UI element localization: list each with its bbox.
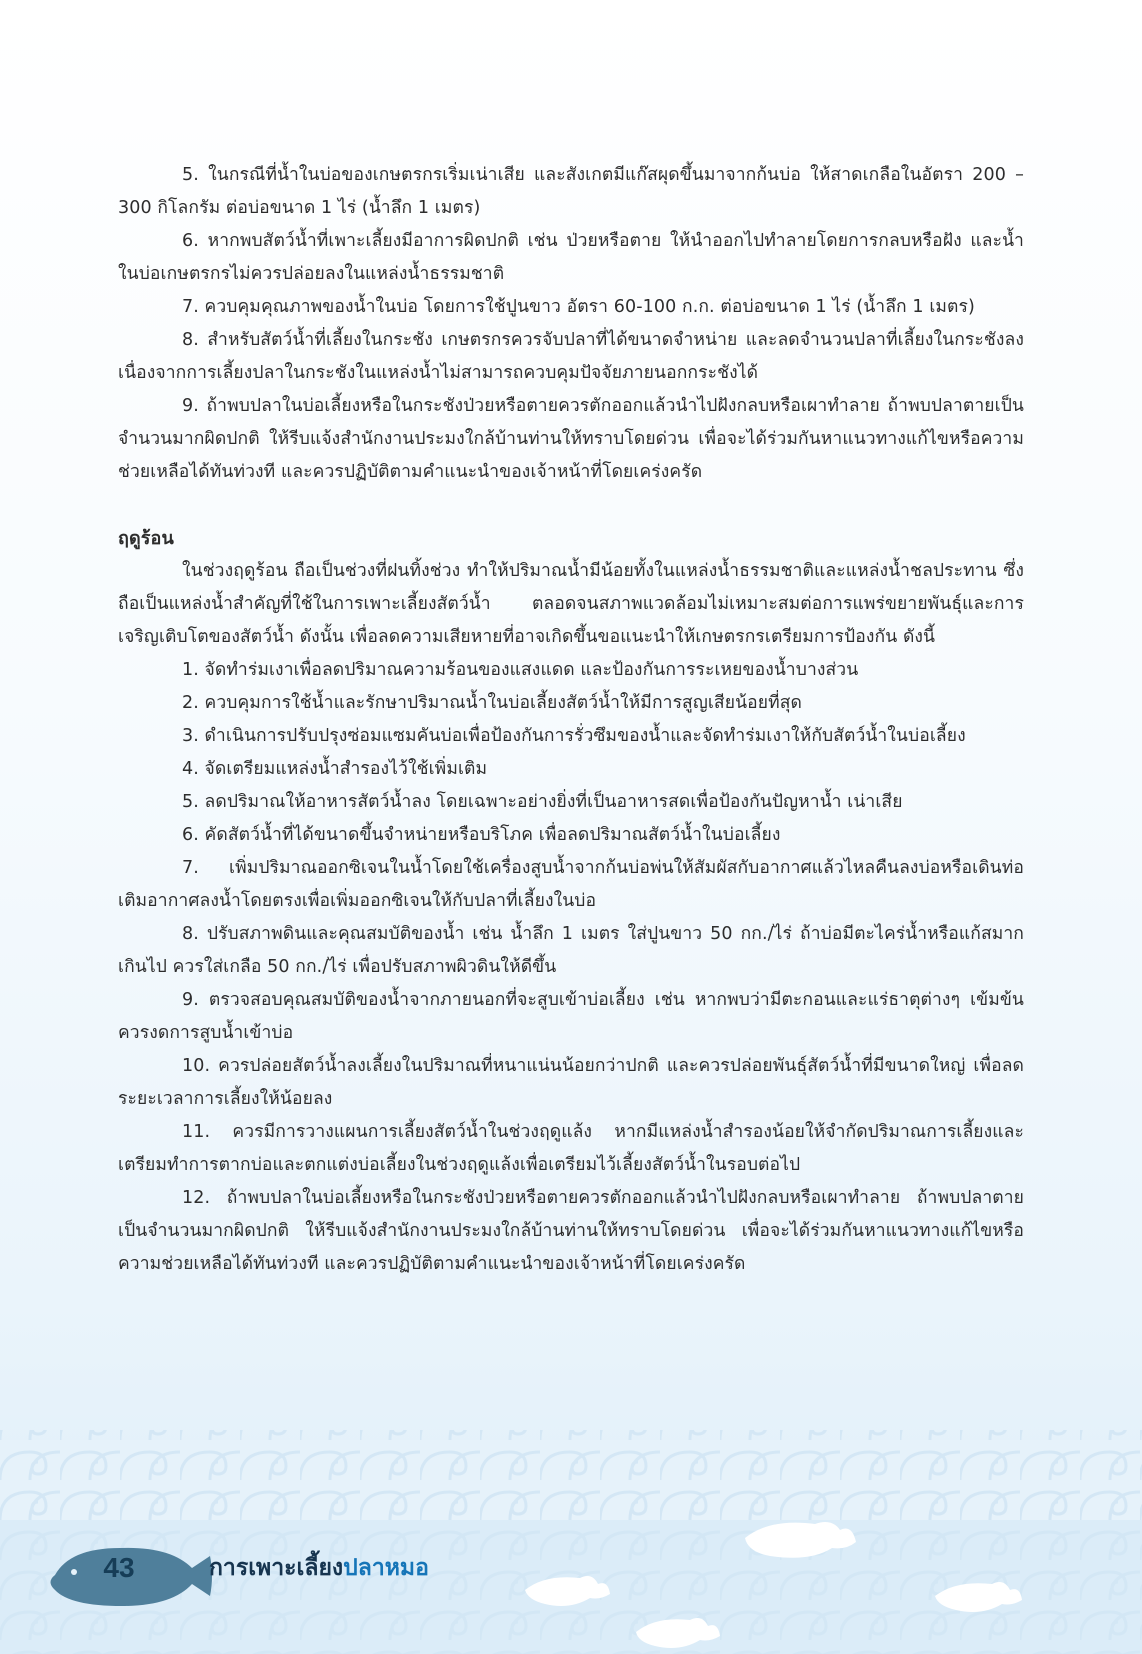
- hot-season-item-4: 4. จัดเตรียมแหล่งน้ำสำรองไว้ใช้เพิ่มเติม: [182, 759, 488, 779]
- hot-season-item-2: 2. ควบคุมการใช้น้ำและรักษาปริมาณน้ำในบ่อเลี้ยงสัตว์น้ำให้มีการสูญเสียน้อยที่สุด: [182, 693, 802, 713]
- hot-season-item-3: 3. ดำเนินการปรับปรุงซ่อมแซมคันบ่อเพื่อป้องกันการรั่วซึมของน้ำและจัดทำร่มเงาให้กับสัตว์น้ำในบ่อเลี้ยง: [182, 726, 966, 746]
- book-title-part1: การเพาะเลี้ยง: [209, 1555, 344, 1581]
- hot-season-item-5: 5. ลดปริมาณให้อาหารสัตว์น้ำลง โดยเฉพาะอย่างยิ่งที่เป็นอาหารสดเพื่อป้องกันปัญหาน้ำ เน่าเสีย: [182, 792, 903, 812]
- book-title-part2: ปลาหมอ: [343, 1555, 429, 1581]
- book-title: [209, 1551, 429, 1585]
- hot-season-item-12: 12. ถ้าพบปลาในบ่อเลี้ยงหรือในกระชังป่วยหรือตายควรตักออกแล้วนำไปฝังกลบหรือเผาทำลาย ถ้าพบปลาตายเป็นจำนวนมากผิดปกติ ให้รีบแจ้งสำนักงานประมงใกล้บ้านท่านให้ทราบโดยด่วน เพื่อจะได้ร่วมกันหาแนวทางแก้ไขหรือความช่วยเหลือได้ทันท่วงที และควรปฏิบัติตามคำแนะนำของเจ้าหน้าที่โดยเคร่งครัด: [118, 1188, 1024, 1274]
- paragraph-item-8: 8. สำหรับสัตว์น้ำที่เลี้ยงในกระชัง เกษตรกรควรจับปลาที่ได้ขนาดจำหน่าย และลดจำนวนปลาที่เลี้ยงในกระชังลง เนื่องจากการเลี้ยงปลาในกระชังในแหล่งน้ำไม่สามารถควบคุมปัจจัยภายนอกกระชังได้: [118, 330, 1024, 383]
- paragraph-item-6: 6. หากพบสัตว์น้ำที่เพาะเลี้ยงมีอาการผิดปกติ เช่น ป่วยหรือตาย ให้นำออกไปทำลายโดยการกลบหรือฝัง และน้ำในบ่อเกษตรกรไม่ควรปล่อยลงในแหล่งน้ำธรรมชาติ: [118, 231, 1024, 284]
- hot-season-item-9: 9. ตรวจสอบคุณสมบัติของน้ำจากภายนอกที่จะสูบเข้าบ่อเลี้ยง เช่น หากพบว่ามีตะกอนและแร่ธาตุต่างๆ เข้มข้น ควรงดการสูบน้ำเข้าบ่อ: [118, 990, 1024, 1043]
- paragraph-item-7: 7. ควบคุมคุณภาพของน้ำในบ่อ โดยการใช้ปูนขาว อัตรา 60-100 ก.ก. ต่อบ่อขนาด 1 ไร่ (น้ำลึก 1 เมตร): [182, 297, 975, 317]
- wave-decoration: [0, 1400, 1142, 1654]
- hot-season-item-10: 10. ควรปล่อยสัตว์น้ำลงเลี้ยงในปริมาณที่หนาแน่นน้อยกว่าปกติ และควรปล่อยพันธุ์สัตว์น้ำที่มีขนาดใหญ่ เพื่อลดระยะเวลาการเลี้ยงให้น้อยลง: [118, 1056, 1024, 1109]
- page-body: [118, 159, 1024, 1281]
- hot-season-item-7: 7. เพิ่มปริมาณออกซิเจนในน้ำโดยใช้เครื่องสูบน้ำจากก้นบ่อพ่นให้สัมผัสกับอากาศแล้วไหลคืนลงบ่อหรือเดินท่อเติมอากาศลงน้ำโดยตรงเพื่อเพิ่มออกซิเจนให้กับปลาที่เลี้ยงในบ่อ: [118, 858, 1024, 911]
- paragraph-item-9: 9. ถ้าพบปลาในบ่อเลี้ยงหรือในกระชังป่วยหรือตายควรตักออกแล้วนำไปฝังกลบหรือเผาทำลาย ถ้าพบปลาตายเป็นจำนวนมากผิดปกติ ให้รีบแจ้งสำนักงานประมงใกล้บ้านท่านให้ทราบโดยด่วน เพื่อจะได้ร่วมกันหาแนวทางแก้ไขหรือความช่วยเหลือได้ทันท่วงที และควรปฏิบัติตามคำแนะนำของเจ้าหน้าที่โดยเคร่งครัด: [118, 396, 1024, 482]
- paragraph-item-5: 5. ในกรณีที่น้ำในบ่อของเกษตรกรเริ่มเน่าเสีย และสังเกตมีแก๊สผุดขึ้นมาจากก้นบ่อ ให้สาดเกลือในอัตรา 200 – 300 กิโลกรัม ต่อบ่อขนาด 1 ไร่ (น้ำลึก 1 เมตร): [118, 165, 1024, 218]
- hot-season-item-1: 1. จัดทำร่มเงาเพื่อลดปริมาณความร้อนของแสงแดด และป้องกันการระเหยของน้ำบางส่วน: [182, 660, 859, 680]
- hot-season-intro: ในช่วงฤดูร้อน ถือเป็นช่วงที่ฝนทิ้งช่วง ทำให้ปริมาณน้ำมีน้อยทั้งในแหล่งน้ำธรรมชาติและแหล่งน้ำชลประทาน ซึ่งถือเป็นแหล่งน้ำสำคัญที่ใช้ในการเพาะเลี้ยงสัตว์น้ำ ตลอดจนสภาพแวดล้อมไม่เหมาะสมต่อการแพร่ขยายพันธุ์และการเจริญเติบโตของสัตว์น้ำ ดังนั้น เพื่อลดความเสียหายที่อาจเกิดขึ้นขอแนะนำให้เกษตรกรเตรียมการป้องกัน ดังนี้: [118, 561, 1024, 647]
- section-heading-hot-season: ฤดูร้อน: [118, 528, 174, 549]
- page-number: 43: [103, 1552, 135, 1583]
- hot-season-item-11: 11. ควรมีการวางแผนการเลี้ยงสัตว์น้ำในช่วงฤดูแล้ง หากมีแหล่งน้ำสำรองน้อยให้จำกัดปริมาณการเลี้ยงและเตรียมทำการตากบ่อและตกแต่งบ่อเลี้ยงในช่วงฤดูแล้งเพื่อเตรียมไว้เลี้ยงสัตว์น้ำในรอบต่อไป: [118, 1122, 1024, 1175]
- hot-season-item-6: 6. คัดสัตว์น้ำที่ได้ขนาดขึ้นจำหน่ายหรือบริโภค เพื่อลดปริมาณสัตว์น้ำในบ่อเลี้ยง: [182, 825, 781, 845]
- hot-season-item-8: 8. ปรับสภาพดินและคุณสมบัติของน้ำ เช่น น้ำลึก 1 เมตร ใส่ปูนขาว 50 กก./ไร่ ถ้าบ่อมีตะไคร่น้ำหรือแก้สมากเกินไป ควรใส่เกลือ 50 กก./ไร่ เพื่อปรับสภาพผิวดินให้ดีขึ้น: [118, 924, 1024, 977]
